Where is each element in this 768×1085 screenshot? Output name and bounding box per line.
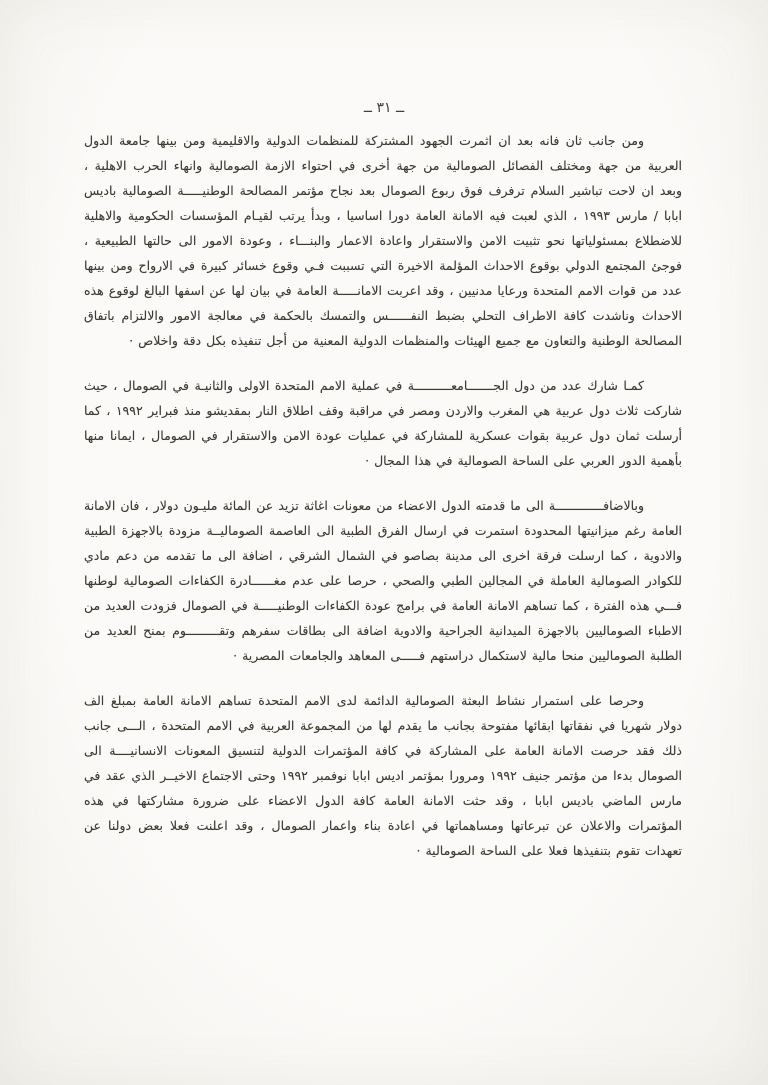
document-body	[84, 128, 682, 863]
paragraph-4: وحرصا على استمرار نشاط البعثة الصومالية الدائمة لدى الامم المتحدة تساهم الامانة العامة بمبلغ الف دولار شهريا في نفقاتها ابقائها مفتوحة بجانب ما يقدم لها من المجموعة العربية في الامم المتحدة ، الـــى جانب ذلك فقد حرصت الامانة العامة على المشاركة في كافة المؤتمرات الدولية لتنسيق المعونات الانسانيــــة الى الصومال بدءا من مؤتمر جنيف ١٩٩٢ ومرورا بمؤتمر اديس ابابا نوفمبر ١٩٩٢ وحتى الاجتماع الاخيــر الذي عقد في مارس الماضي باديس ابابا ، وقد حثت الامانة العامة كافة الدول الاعضاء على ضرورة مشاركتها في هذه المؤتمرات والاعلان عن تبرعاتها ومساهماتها في اعادة بناء واعمار الصومال ، وقد اعلنت فعلا بعض دولنا عن تعهدات تقوم بتنفيذها فعلا على الساحة الصومالية ·	[84, 693, 683, 858]
paragraph-3: وبالاضافـــــــــــــة الى ما قدمته الدول الاعضاء من معونات اغاثة تزيد عن المائة مليـون دولار ، فان الامانة العامة رغم ميزانيتها المحدودة استمرت في ارسال الفرق الطبية الى العاصمة الصوماليــة مزودة بالاجهزة الطبية والادوية ، كما ارسلت فرقة اخرى الى مدينة بصاصو في الشمال الشرقي ، اضافة الى ما تقدمه من دعم مادي للكوادر الصومالية العاملة في المجالين الطبي والصحي ، حرصا على عدم مغــــــادرة الكفاءات الصومالية لوطنها فـــي هذه الفترة ، كما تساهم الامانة العامة في برامج عودة الكفاءات الوطنيـــــة في الصومال فزودت العديد من الاطباء الصوماليين بالاجهزة الميدانية الجراحية والادوية اضافة الى بطاقات سفرهم وتقـــــــــوم بمنح العديد من الطلبة الصوماليين منحا مالية لاستكمال دراستهم فـــــى المعاهد والجامعات المصرية ·	[84, 498, 682, 663]
page-number: ــ ٣١ ــ	[363, 100, 405, 116]
paragraph-1: ومن جانب ثان فانه بعد ان اثمرت الجهود المشتركة للمنظمات الدولية والاقليمية ومن بينها جامعة الدول العربية من جهة ومختلف الفصائل الصومالية من جهة أخرى في احتواء الازمة الصومالية وانهاء الحرب الاهلية ، وبعد ان لاحت تباشير السلام ترفرف فوق ربوع الصومال بعد نجاح مؤتمر المصالحة الوطنيـــــة الصومالية باديس ابابا / مارس ١٩٩٣ ، الذي لعبت فيه الامانة العامة دورا اساسيا ، وبدأ يرتب لقيـام المؤسسات الحكومية والاهلية للاضطلاع بمسئولياتها نحو تثبيت الامن والاستقرار واعادة الاعمار والبنـــاء ، وعودة الامور الى حالتها الطبيعية ، فوجئ المجتمع الدولي بوقوع الاحداث المؤلمة الاخيرة التي تسببت فـي وقوع خسائر كبيرة في الارواح ومن بينها عدد من قوات الامم المتحدة ورعايا مدنيين ، وقد اعربت الامانـــــة العامة في بيان لها عن اسفها البالغ لوقوع هذه الاحداث وناشدت كافة الاطراف التحلي بضبط النفــــــس والتمسك بالحكمة في معالجة الامور والالتزام باتفاق المصالحة الوطنية والتعاون مع جميع الهيئات والمنظمات الدولية المعنية من أجل تنفيذه بكل دقة واخلاص ·	[84, 133, 682, 348]
paragraph-2: كمـا شارك عدد من دول الجـــــــامعــــــــــة في عملية الامم المتحدة الاولى والثانيـة في الصومال ، حيث شاركت ثلاث دول عربية هي المغرب والاردن ومصر في مراقبة وقف اطلاق النار بمقديشو منذ فبراير ١٩٩٢ ، كما أرسلت ثمان دول عربية بقوات عسكرية للمشاركة في عمليات عودة الامن والاستقرار في الصومال ، ايمانا منها بأهمية الدور العربي على الساحة الصومالية في هذا المجال ·	[84, 378, 682, 468]
